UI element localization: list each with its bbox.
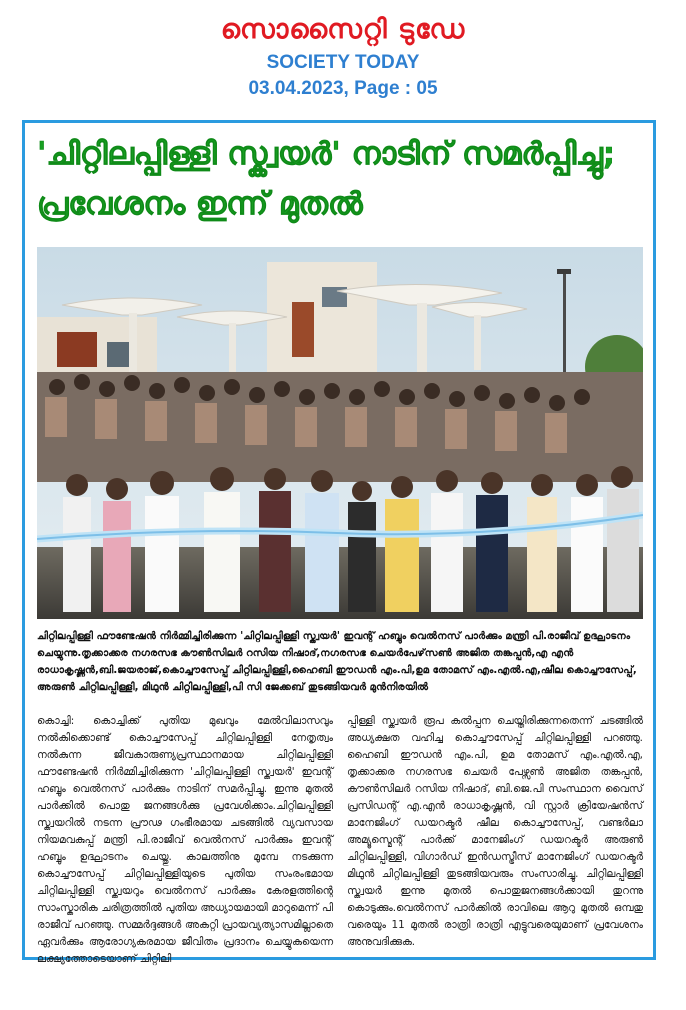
publication-logo: സൊസൈറ്റി ടുഡേ: [220, 14, 466, 45]
article-body: [37, 713, 643, 968]
publication-name: SOCIETY TODAY: [266, 52, 420, 73]
body-column-right: പ്പിള്ളി സ്ക്വയർ രൂപ കൽപ്പന ചെയ്തിരിക്കുന്നതെന്ന് ചടങ്ങിൽ അധ്യക്ഷത വഹിച്ച കൊച്ചൗസേപ്പ് ചിറ്റിലപ്പിള്ളി പറഞ്ഞു. ഹൈബി ഈഡൻ എം.പി, ഉമ തോമസ് എം.എൽ.എ, തൃക്കാക്കര നഗരസഭ ചെയർ പേഴ്സൺ അജിത തങ്കപ്പൻ, കൗൺസിലർ റസിയ നിഷാദ്, ബി.ജെ.പി സംസ്ഥാന വൈസ് പ്രസിഡന്റ് എ.എൻ രാധാകൃഷ്ണൻ, വി സ്റ്റാർ ക്രിയേഷൻസ് മാനേജിംഗ് ഡയറക്ടർ ഷീല കൊച്ചൗസേപ്പ്, വണ്ടർലാ അമ്യൂസ്മെന്റ് പാർക്ക് മാനേജിംഗ് ഡയറക്ടർ അരുൺ ചിറ്റിലപ്പിള്ളി, വിഗാർഡ് ഇൻഡസ്ട്രീസ് മാനേജിംഗ് ഡയറക്ടർ മിഥുൻ ചിറ്റിലപ്പിള്ളി തുടങ്ങിയവരും സംസാരിച്ചു. ചിറ്റിലപ്പിള്ളി സ്ക്വയർ ഇന്നു മുതൽ പൊതുജനങ്ങൾക്കായി തുറന്നു കൊടുക്കും.വെൽനസ് പാർക്കിൽ രാവിലെ ആറു മുതൽ ഒമ്പതു വരെയും 11 മുതൽ രാത്രി രാത്രി എട്ടുവരെയുമാണ് പ്രവേശനം അനുവദിക്കുക.: [347, 715, 643, 948]
article-frame: [22, 120, 656, 965]
article-headline: 'ചിറ്റിലപ്പിള്ളി സ്ക്വയർ' നാടിന് സമർപ്പിച്ചു; പ്രവേശനം ഇന്ന് മുതൽ: [37, 136, 616, 222]
photo-caption: ചിറ്റിലപ്പിള്ളി ഫൗണ്ടേഷൻ നിർമ്മിച്ചിരിക്കുന്ന 'ചിറ്റിലപ്പിള്ളി സ്ക്വയർ' ഇവന്റ് ഹബ്ബും വെൽനസ് പാർക്കും മന്ത്രി പി.രാജീവ് ഉദ്ഘാടനം ചെയ്യുന്നു.തൃക്കാക്കര നഗരസഭ കൗൺസിലർ റസിയ നിഷാദ്,നഗരസഭ ചെയർപേഴ്‌സൺ അജിത തങ്കപ്പൻ,എ എൻ രാധാകൃഷ്ണൻ,ബി.ജയരാജ്,കൊച്ചൗസേപ്പ് ചിറ്റിലപ്പിള്ളി,ഹൈബി ഈഡൻ എം.പി,ഉമ തോമസ് എം.എൽ.എ,ഷീല കൊച്ചൗസേപ്പ്, അരുൺ ചിറ്റിലപ്പിള്ളി, മിഥുൻ ചിറ്റിലപ്പിള്ളി,പി സി ജേക്കബ് തുടങ്ങിയവർ മുൻനിരയിൽ: [37, 631, 637, 693]
body-column-left: കൊച്ചി: കൊച്ചിക്ക് പുതിയ മുഖവും മേൽവിലാസവും നൽകിക്കൊണ്ട് കൊച്ചൗസേപ്പ് ചിറ്റിലപ്പിള്ളി നേതൃത്വം നൽകുന്ന ജീവകാരുണ്യപ്രസ്ഥാനമായ ചിറ്റിലപ്പിള്ളി ഫൗണ്ടേഷൻ നിർമ്മിച്ചിരിക്കുന്ന 'ചിറ്റിലപ്പിള്ളി സ്ക്വയർ' ഇവന്റ് ഹബ്ബും വെൽനസ് പാർക്കും നാടിന് സമർപ്പിച്ചു. ഇന്നു മുതൽ പാർക്കിൽ പൊതു ജനങ്ങൾക്കു പ്രവേശിക്കാം.ചിറ്റിലപ്പിള്ളി സ്ക്വയറിൽ നടന്ന പ്രൗഢ ഗംഭീരമായ ചടങ്ങിൽ വ്യവസായ നിയമവകുപ്പ് മന്ത്രി പി.രാജീവ് വെൽനസ് പാർക്കും ഇവന്റ് ഹബ്ബും ഉദ്ഘാടനം ചെയ്തു. കാലത്തിനു മുമ്പേ നടക്കുന്ന കൊച്ചൗസേപ്പ് ചിറ്റിലപ്പിള്ളിയുടെ പുതിയ സംരംഭമായ ചിറ്റിലപ്പിള്ളി സ്ക്വയറും വെൽനസ് പാർക്കും കേരളത്തിന്റെ സാംസ്കാരിക ചരിത്രത്തിൽ പുതിയ അധ്യായമായി മാറുമെന്ന് പി രാജീവ് പറഞ്ഞു. സമ്മർദ്ദങ്ങൾ അകറ്റി പ്രായവ്യത്യാസമില്ലാതെ ഏവർക്കും ആരോഗ്യകരമായ ജീവിതം പ്രദാനം ചെയ്യുകയെന്ന ലക്ഷ്യത്തോടെയാണ് ചിറ്റിലി: [37, 715, 333, 965]
masthead: [0, 10, 686, 102]
date-page: 03.04.2023, Page : 05: [248, 78, 438, 99]
article-photo: [37, 247, 643, 619]
